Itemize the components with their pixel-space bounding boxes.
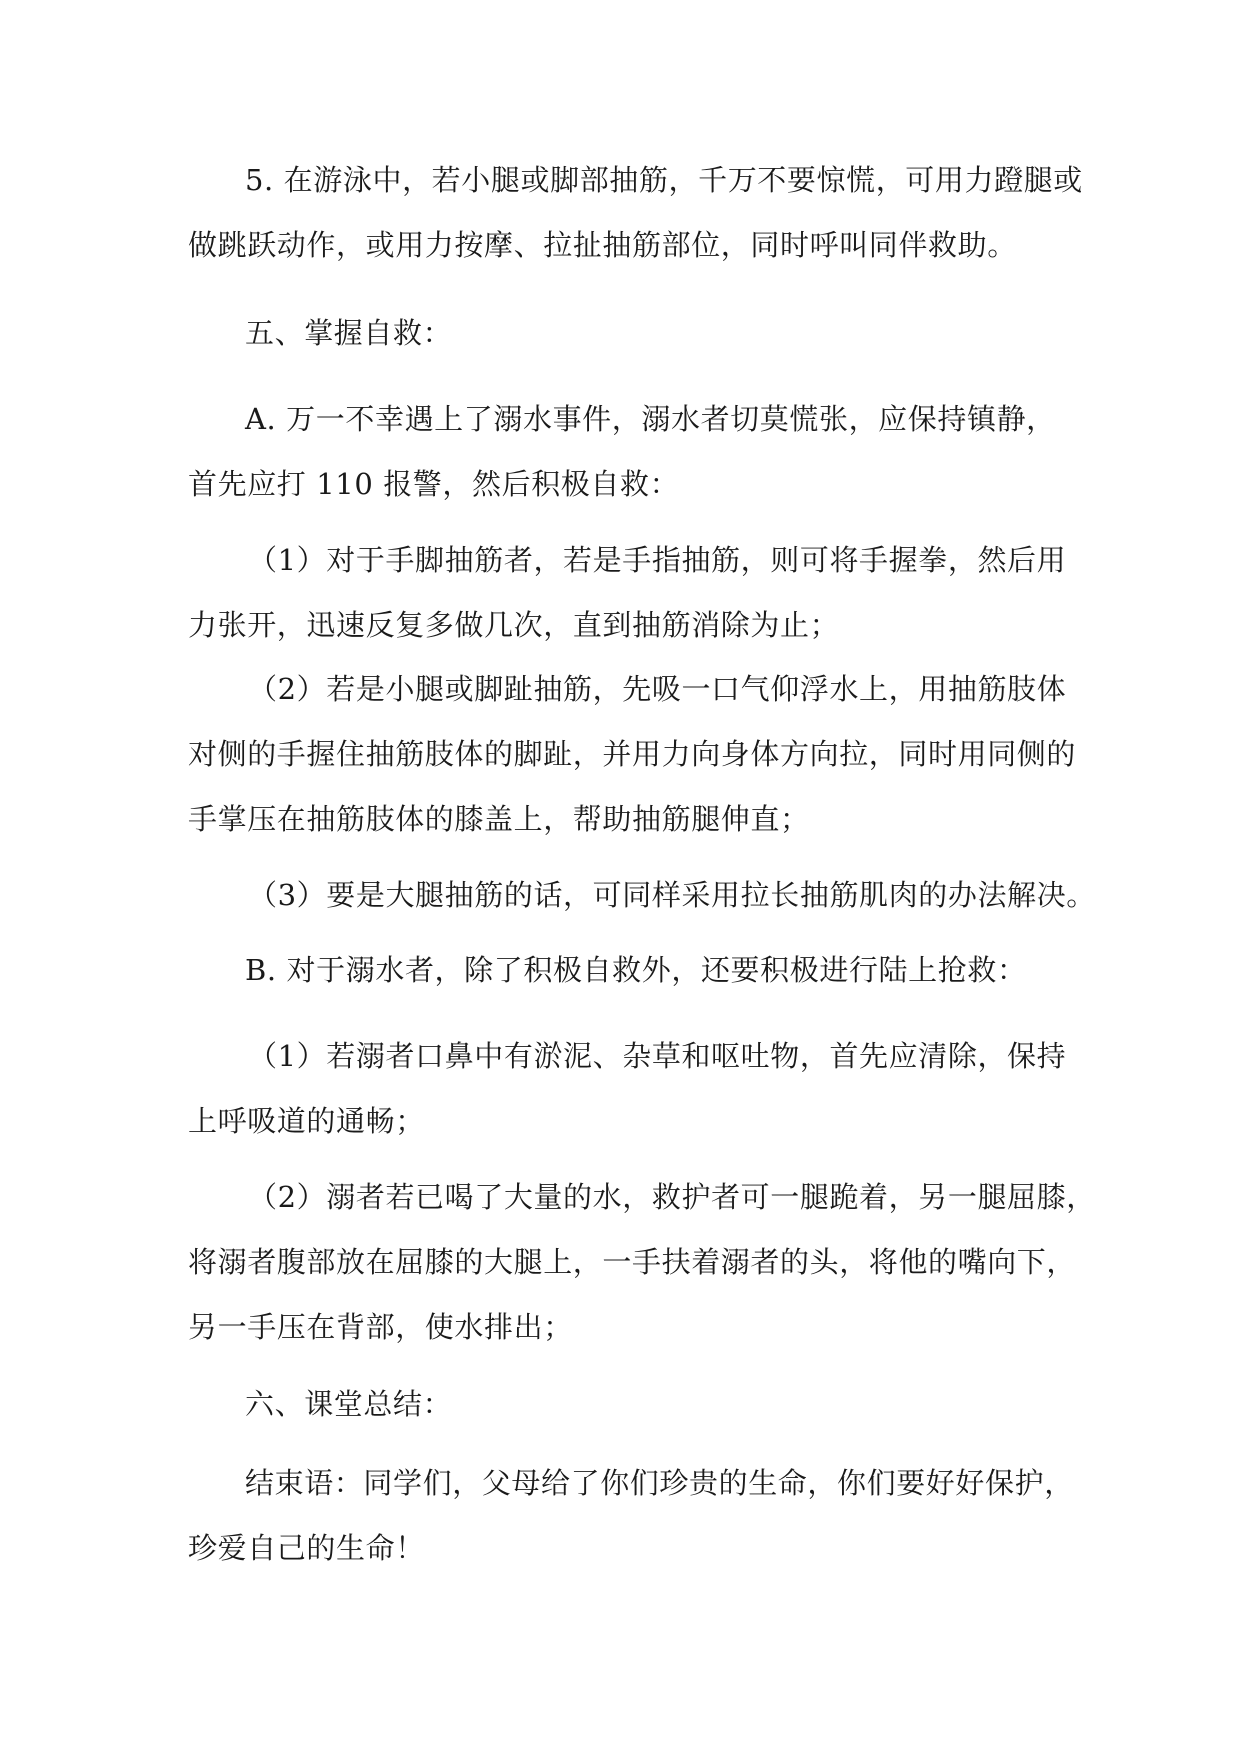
text-line: B. 对于溺水者，除了积极自救外，还要积极进行陆上抢救：: [245, 953, 1027, 987]
text-line: 珍爱自己的生命！: [188, 1531, 425, 1565]
text-line: （1）若溺者口鼻中有淤泥、杂草和呕吐物，首先应清除，保持: [248, 1039, 1067, 1073]
text-line: 首先应打 110 报警，然后积极自救：: [188, 467, 680, 501]
text-line: 做跳跃动作，或用力按摩、拉扯抽筋部位，同时呼叫同伴救助。: [188, 228, 1017, 262]
text-line: 另一手压在背部，使水排出；: [188, 1310, 573, 1344]
text-line: （2）溺者若已喝了大量的水，救护者可一腿跪着，另一腿屈膝，: [248, 1180, 1096, 1214]
text-line: 结束语：同学们，父母给了你们珍贵的生命，你们要好好保护，: [245, 1466, 1074, 1500]
text-line: 将溺者腹部放在屈膝的大腿上，一手扶着溺者的头，将他的嘴向下，: [188, 1245, 1077, 1279]
text-line: 上呼吸道的通畅；: [188, 1104, 425, 1138]
text-line: 力张开，迅速反复多做几次，直到抽筋消除为止；: [188, 608, 840, 642]
section-heading: 六、课堂总结：: [245, 1387, 453, 1421]
text-line: 手掌压在抽筋肢体的膝盖上，帮助抽筋腿伸直；: [188, 802, 810, 836]
text-line: （2）若是小腿或脚趾抽筋，先吸一口气仰浮水上，用抽筋肢体: [248, 672, 1067, 706]
text-line: （1）对于手脚抽筋者，若是手指抽筋，则可将手握拳，然后用: [248, 543, 1067, 577]
section-heading: 五、掌握自救：: [245, 316, 453, 350]
text-line: 5. 在游泳中，若小腿或脚部抽筋，千万不要惊慌，可用力蹬腿或: [245, 163, 1083, 197]
text-line: （3）要是大腿抽筋的话，可同样采用拉长抽筋肌肉的办法解决。: [248, 878, 1096, 912]
text-line: A. 万一不幸遇上了溺水事件，溺水者切莫慌张，应保持镇静，: [245, 402, 1056, 436]
text-line: 对侧的手握住抽筋肢体的脚趾，并用力向身体方向拉，同时用同侧的: [188, 737, 1077, 771]
